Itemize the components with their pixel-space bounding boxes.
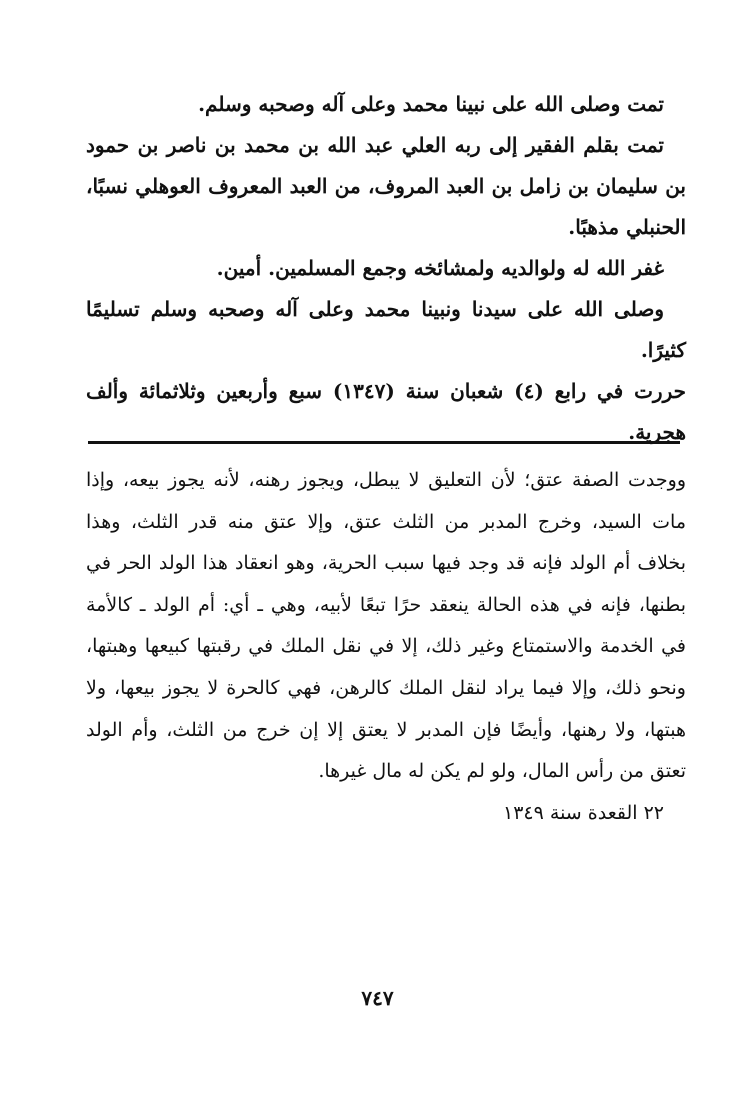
footnote-block (86, 460, 686, 834)
footnote-text: ووجدت الصفة عتق؛ لأن التعليق لا يبطل، ويجوز رهنه، لأنه يجوز بيعه، وإذا مات السيد، وخرج المدبر من الثلث عتق، وإلا عتق منه قدر الثلث، وهذا بخلاف أم الولد فإنه قد وجد فيها سبب الحرية، وهو انعقاد هذا الولد الحر في بطنها، فإنه في هذه الحالة ينعقد حرًا تبعًا لأبيه، وهي ـ أي: أم الولد ـ كالأمة في الخدمة والاستمتاع وغير ذلك، إلا في نقل الملك في رقبتها كبيعها وهبتها، ونحو ذلك، وإلا فيما يراد لنقل الملك كالرهن، فهي كالحرة لا يجوز بيعها، ولا هبتها، ولا رهنها، وأيضًا فإن المدبر لا يعتق إلا إن خرج من الثلث، وأم الولد تعتق من رأس المال، ولو لم يكن له مال غيرها. (86, 469, 686, 783)
colophon-block (86, 84, 686, 453)
colophon-paragraph-1: تمت وصلى الله على نبينا محمد وعلى آله وصحبه وسلم. (198, 92, 664, 116)
footnote-separator-rule (88, 441, 680, 444)
colophon-paragraph-3: غفر الله له ولوالديه ولمشائخه وجمع المسلمين. أمين. (216, 256, 664, 280)
footnote-date: ٢٢ القعدة سنة ١٣٤٩ (503, 801, 664, 824)
colophon-paragraph-5: حررت في رابع (٤) شعبان سنة (١٣٤٧) سبع وأربعين وثلاثمائة وألف هجرية. (86, 379, 686, 444)
page-number: ٧٤٧ (361, 986, 394, 1010)
colophon-paragraph-4: وصلى الله على سيدنا ونبينا محمد وعلى آله وصحبه وسلم تسليمًا كثيرًا. (86, 297, 686, 362)
colophon-paragraph-2: تمت بقلم الفقير إلى ربه العلي عبد الله بن محمد بن ناصر بن حمود بن سليمان بن زامل بن العبد المروف، من العبد المعروف العوهلي نسبًا، الحنبلي مذهبًا. (86, 133, 686, 239)
